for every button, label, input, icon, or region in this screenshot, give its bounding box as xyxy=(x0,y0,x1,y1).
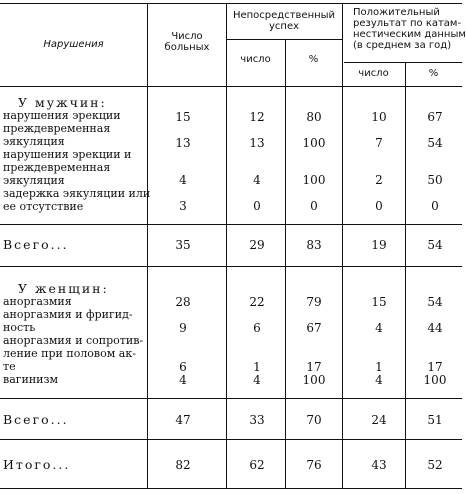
cell: 100 xyxy=(302,136,326,150)
men-row3-line1: нарушения эрекции и xyxy=(3,148,132,161)
header-imm-percent: % xyxy=(308,54,319,65)
cell: 12 xyxy=(249,110,265,124)
cell: 17 xyxy=(306,360,322,374)
cell: 7 xyxy=(375,136,383,150)
cell: 4 xyxy=(253,373,261,387)
rule-total1-bottom xyxy=(0,266,462,267)
section-women-title: У женщин: xyxy=(18,281,109,296)
cell: 67 xyxy=(427,110,443,124)
section-men-title: У мужчин: xyxy=(18,95,107,110)
vrule-3 xyxy=(285,39,286,488)
men-row1-line1: нарушения эрекции xyxy=(3,109,121,122)
header-patients-2: больных xyxy=(164,42,210,53)
rule-header-bottom xyxy=(0,86,462,87)
cell: 35 xyxy=(175,238,191,252)
cell: 4 xyxy=(375,373,383,387)
cell: 0 xyxy=(431,199,439,213)
women-row1-line1: аноргазмия xyxy=(3,295,72,308)
cell: 0 xyxy=(310,199,318,213)
rule-sub-followup xyxy=(344,62,462,63)
cell: 22 xyxy=(249,295,265,309)
cell: 100 xyxy=(302,373,326,387)
cell: 13 xyxy=(175,136,191,150)
cell: 1 xyxy=(253,360,261,374)
men-row4-line2: ее отсутствие xyxy=(3,200,84,213)
cell: 4 xyxy=(253,173,261,187)
vrule-5 xyxy=(405,62,406,488)
cell: 3 xyxy=(179,199,187,213)
header-patients-1: Число xyxy=(171,31,203,42)
cell: 2 xyxy=(375,173,383,187)
cell: 0 xyxy=(375,199,383,213)
women-row3-line2: ление при половом ак- xyxy=(3,347,136,360)
cell: 33 xyxy=(249,413,265,427)
rule-total2-top xyxy=(0,398,462,399)
cell: 10 xyxy=(371,110,387,124)
cell: 67 xyxy=(306,321,322,335)
cell: 100 xyxy=(423,373,447,387)
cell: 44 xyxy=(427,321,443,335)
cell: 15 xyxy=(371,295,387,309)
cell: 6 xyxy=(253,321,261,335)
cell: 50 xyxy=(427,173,443,187)
cell: 70 xyxy=(306,413,322,427)
cell: 4 xyxy=(179,173,187,187)
cell: 62 xyxy=(249,458,265,472)
rule-bottom xyxy=(0,488,462,489)
cell: 15 xyxy=(175,110,191,124)
men-row2-line2: эякуляция xyxy=(3,135,65,148)
women-row3-line3: те xyxy=(3,360,16,373)
men-row2-line1: преждевременная xyxy=(3,122,111,135)
men-row3-line2: преждевременная xyxy=(3,161,111,174)
rule-top xyxy=(0,3,462,4)
total-women-label: Всего... xyxy=(3,412,69,427)
rule-sub-immediate xyxy=(226,39,342,40)
vrule-2 xyxy=(226,3,227,488)
cell: 0 xyxy=(253,199,261,213)
rule-total1-top xyxy=(0,224,462,225)
cell: 24 xyxy=(371,413,387,427)
header-followup-3: нестическим данным xyxy=(353,29,466,40)
cell: 4 xyxy=(375,321,383,335)
cell: 54 xyxy=(427,238,443,252)
cell: 82 xyxy=(175,458,191,472)
women-row2-line2: ность xyxy=(3,321,36,334)
men-row4-line1: задержка эякуляции или xyxy=(3,187,151,200)
header-violations: Нарушения xyxy=(43,39,104,50)
cell: 47 xyxy=(175,413,191,427)
cell: 79 xyxy=(306,295,322,309)
cell: 83 xyxy=(306,238,322,252)
cell: 54 xyxy=(427,136,443,150)
cell: 4 xyxy=(179,373,187,387)
cell: 1 xyxy=(375,360,383,374)
header-followup-4: (в среднем за год) xyxy=(353,40,452,51)
header-immediate-1: Непосредственный xyxy=(232,10,336,21)
header-fu-percent: % xyxy=(428,68,439,79)
grand-total-label: Итого... xyxy=(3,457,71,472)
men-row3-line3: эякуляция xyxy=(3,174,65,187)
header-fu-count: число xyxy=(358,68,389,79)
women-row4-line1: вагинизм xyxy=(3,373,59,386)
cell: 51 xyxy=(427,413,443,427)
cell: 9 xyxy=(179,321,187,335)
header-followup-2: результат по катам- xyxy=(353,18,462,29)
women-row3-line1: аноргазмия и сопротив- xyxy=(3,334,144,347)
cell: 80 xyxy=(306,110,322,124)
total-men-label: Всего... xyxy=(3,237,69,252)
women-row2-line1: аноргазмия и фригид- xyxy=(3,308,133,321)
cell: 19 xyxy=(371,238,387,252)
cell: 28 xyxy=(175,295,191,309)
cell: 6 xyxy=(179,360,187,374)
vrule-1 xyxy=(147,3,148,488)
cell: 54 xyxy=(427,295,443,309)
cell: 17 xyxy=(427,360,443,374)
cell: 29 xyxy=(249,238,265,252)
cell: 100 xyxy=(302,173,326,187)
cell: 76 xyxy=(306,458,322,472)
cell: 52 xyxy=(427,458,443,472)
cell: 43 xyxy=(371,458,387,472)
cell: 13 xyxy=(249,136,265,150)
header-imm-count: число xyxy=(240,54,271,65)
header-followup-1: Положительный xyxy=(353,7,440,18)
header-immediate-2: успех xyxy=(268,21,300,32)
rule-total2-bottom xyxy=(0,439,462,440)
